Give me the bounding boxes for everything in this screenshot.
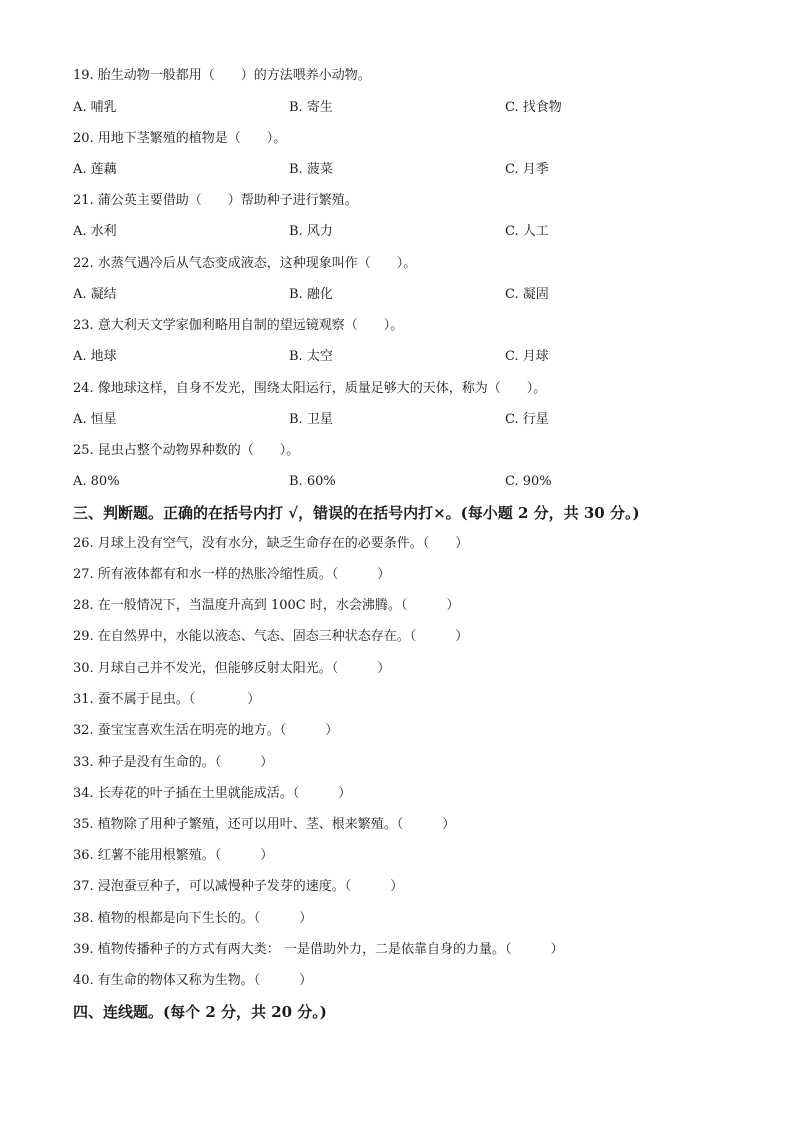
- judge-question-27: 27. 所有液体都有和水一样的热胀冷缩性质。（ ）: [73, 567, 391, 582]
- option-a: A. 恒星: [73, 412, 117, 427]
- question-stem: 23. 意大利天文学家伽利略用自制的望远镜观察（ ）。: [73, 318, 404, 333]
- question-stem: 22. 水蒸气遇冷后从气态变成液态，这种现象叫作（ ）。: [73, 256, 417, 271]
- option-a: A. 凝结: [73, 287, 117, 302]
- option-a: A. 莲藕: [73, 162, 117, 177]
- judge-question-30: 30. 月球自己并不发光，但能够反射太阳光。（ ）: [73, 661, 391, 676]
- option-b: B. 太空: [289, 349, 333, 364]
- judge-question-26: 26. 月球上没有空气，没有水分，缺乏生命存在的必要条件。（ ）: [73, 536, 469, 551]
- judge-question-34: 34. 长寿花的叶子插在土里就能成活。（ ）: [73, 786, 352, 801]
- question-stem: 20. 用地下茎繁殖的植物是（ ）。: [73, 131, 287, 146]
- option-b: B. 60%: [289, 474, 336, 489]
- option-a: A. 哺乳: [73, 100, 117, 115]
- question-stem: 25. 昆虫占整个动物界种数的（ ）。: [73, 443, 300, 458]
- judge-question-32: 32. 蚕宝宝喜欢生活在明亮的地方。（ ）: [73, 723, 339, 738]
- option-a: A. 地球: [73, 349, 117, 364]
- section-title-judgement: 三、判断题。正确的在括号内打 √，错误的在括号内打×。(每小题 2 分，共 30 分。): [73, 504, 640, 522]
- question-stem: 24. 像地球这样，自身不发光，围绕太阳运行，质量足够大的天体，称为（ ）。: [73, 381, 547, 396]
- judge-question-40: 40. 有生命的物体又称为生物。（ ）: [73, 973, 313, 988]
- option-c: C. 90%: [505, 474, 552, 489]
- option-c: C. 凝固: [505, 287, 549, 302]
- section-title-matching: 四、连线题。(每个 2 分，共 20 分。): [73, 1003, 327, 1021]
- judge-question-39: 39. 植物传播种子的方式有两大类： 一是借助外力，二是依靠自身的力量。（ ）: [73, 942, 564, 957]
- option-b: B. 卫星: [289, 412, 333, 427]
- judge-question-28: 28. 在一般情况下，当温度升高到 100C 时，水会沸腾。（ ）: [73, 598, 460, 613]
- judge-question-35: 35. 植物除了用种子繁殖，还可以用叶、茎、根来繁殖。（ ）: [73, 817, 456, 832]
- option-b: B. 融化: [289, 287, 333, 302]
- judge-question-31: 31. 蚕不属于昆虫。（ ）: [73, 692, 261, 707]
- option-a: A. 水利: [73, 224, 117, 239]
- judge-question-33: 33. 种子是没有生命的。（ ）: [73, 755, 274, 770]
- option-b: B. 寄生: [289, 100, 333, 115]
- option-c: C. 人工: [505, 224, 549, 239]
- option-c: C. 月季: [505, 162, 549, 177]
- option-c: C. 行星: [505, 412, 549, 427]
- question-stem: 19. 胎生动物一般都用（ ）的方法喂养小动物。: [73, 68, 371, 83]
- judge-question-38: 38. 植物的根都是向下生长的。（ ）: [73, 911, 313, 926]
- option-b: B. 风力: [289, 224, 333, 239]
- option-c: C. 月球: [505, 349, 549, 364]
- judge-question-37: 37. 浸泡蚕豆种子，可以减慢种子发芽的速度。（ ）: [73, 879, 404, 894]
- option-b: B. 菠菜: [289, 162, 333, 177]
- option-c: C. 找食物: [505, 100, 562, 115]
- judge-question-29: 29. 在自然界中，水能以液态、气态、固态三种状态存在。（ ）: [73, 629, 469, 644]
- judge-question-36: 36. 红薯不能用根繁殖。（ ）: [73, 848, 274, 863]
- question-stem: 21. 蒲公英主要借助（ ）帮助种子进行繁殖。: [73, 193, 358, 208]
- option-a: A. 80%: [73, 474, 120, 489]
